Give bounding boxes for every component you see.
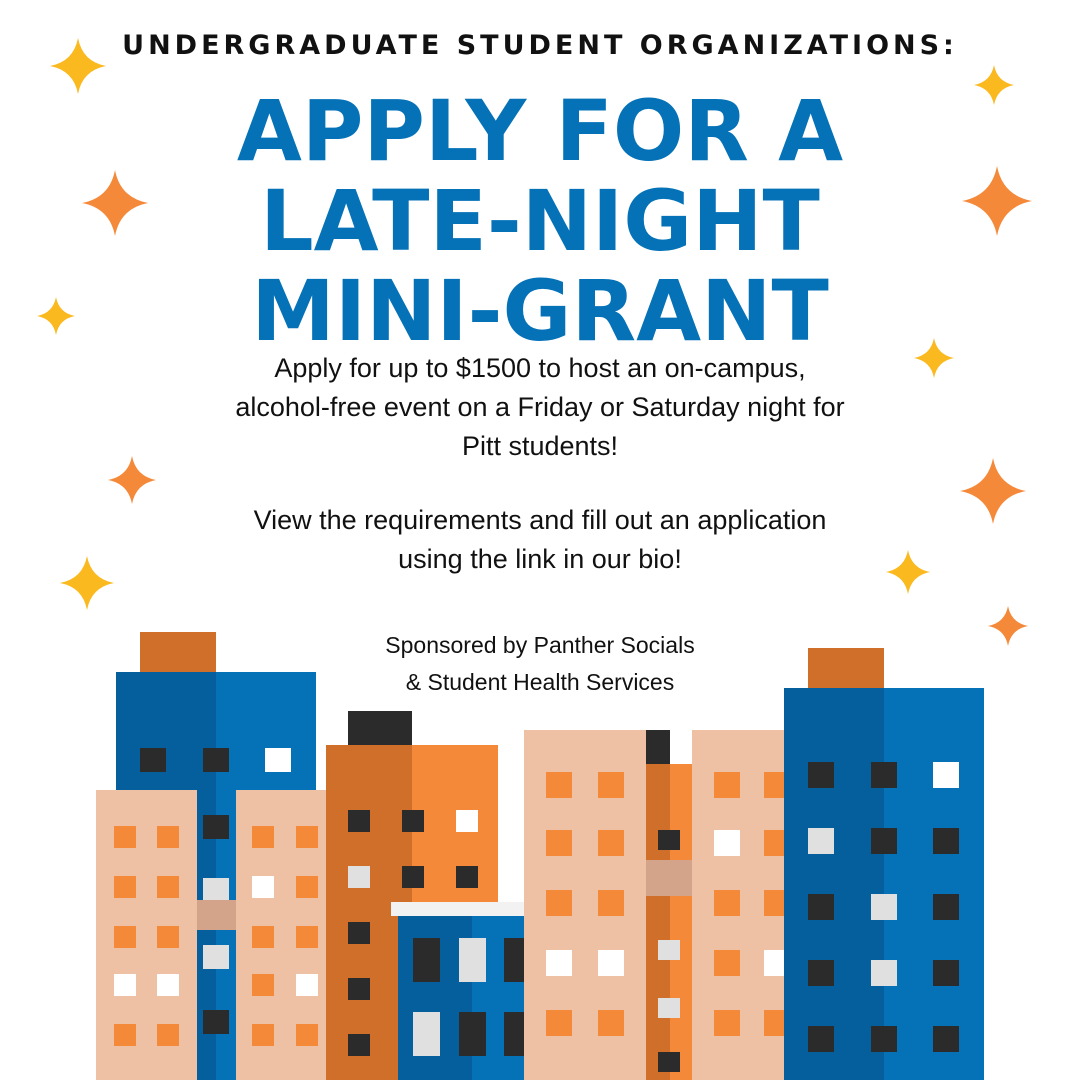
application-instructions	[150, 501, 930, 579]
grant-description	[150, 349, 930, 466]
sponsor-line: Sponsored by Panther Socials	[385, 632, 695, 658]
instruction-line: View the requirements and fill out an application	[253, 505, 827, 535]
description-line: Apply for up to $1500 to host an on-campus,	[274, 353, 806, 383]
headline-line: MINI-GRANT	[251, 262, 829, 360]
sponsor-line: & Student Health Services	[405, 669, 675, 695]
headline-line: APPLY FOR A	[236, 82, 844, 180]
sponsor-credit	[280, 627, 800, 701]
headline	[0, 82, 1080, 360]
description-line: Pitt students!	[461, 431, 619, 461]
headline-line: LATE-NIGHT	[260, 172, 820, 270]
kicker-heading: UNDERGRADUATE STUDENT ORGANIZATIONS:	[122, 30, 958, 61]
description-line: alcohol-free event on a Friday or Saturday night for	[235, 392, 845, 422]
instruction-line: using the link in our bio!	[398, 544, 682, 574]
